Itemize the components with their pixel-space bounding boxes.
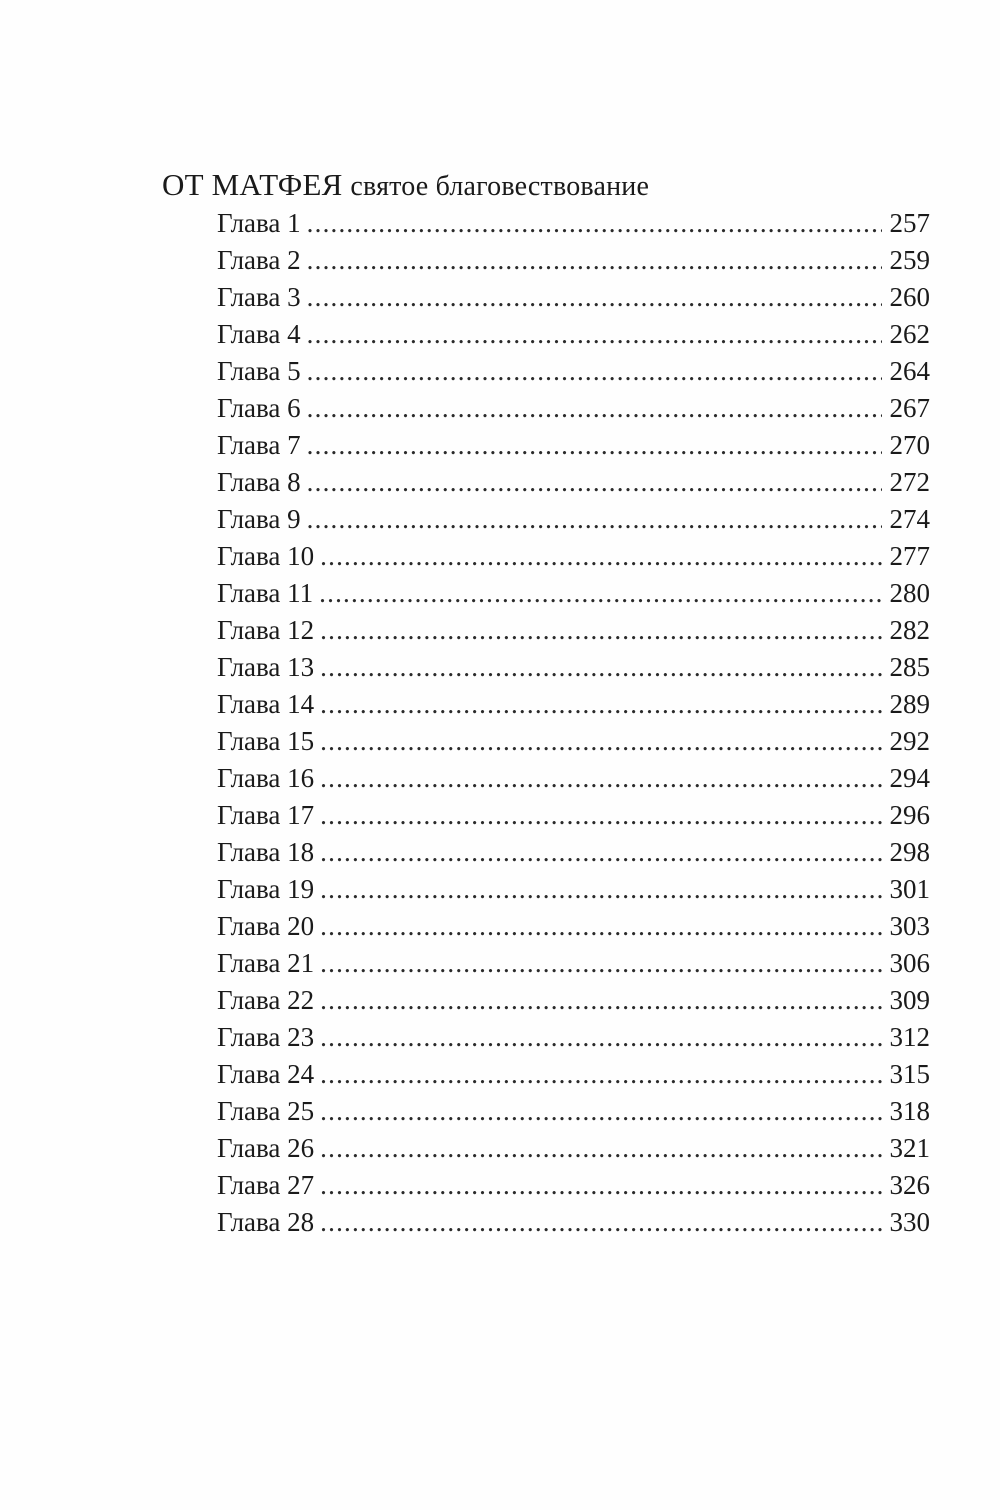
dot-leader xyxy=(320,908,881,945)
dot-leader xyxy=(320,1130,881,1167)
toc-entry-page-number: 272 xyxy=(889,467,930,497)
toc-entry[interactable] xyxy=(217,908,930,945)
toc-entry-label: Глава 23 xyxy=(217,1022,315,1052)
toc-entry-page-number: 282 xyxy=(889,615,930,645)
dot-leader xyxy=(320,1204,881,1241)
toc-entry-page-number: 267 xyxy=(889,393,930,423)
dot-leader xyxy=(320,1093,881,1130)
toc-entry[interactable] xyxy=(217,390,930,427)
toc-entry-label: Глава 16 xyxy=(217,763,315,793)
toc-entry[interactable] xyxy=(217,797,930,834)
toc-entry-page-number: 301 xyxy=(889,874,930,904)
toc-heading-caps: ОТ МАТФЕЯ xyxy=(162,167,343,202)
toc-entry[interactable] xyxy=(217,205,930,242)
dot-leader xyxy=(307,205,882,242)
toc-entry-label: Глава 12 xyxy=(217,615,315,645)
toc-entry[interactable] xyxy=(217,538,930,575)
toc-entry[interactable] xyxy=(217,501,930,538)
toc-entry-label: Глава 19 xyxy=(217,874,315,904)
table-of-contents xyxy=(162,165,932,1241)
toc-entry-page-number: 315 xyxy=(889,1059,930,1089)
toc-entry-page-number: 285 xyxy=(889,652,930,682)
toc-entry-label: Глава 1 xyxy=(217,208,301,238)
toc-entry-label: Глава 25 xyxy=(217,1096,315,1126)
toc-entry[interactable] xyxy=(217,612,930,649)
toc-entry-page-number: 312 xyxy=(889,1022,930,1052)
dot-leader xyxy=(320,723,881,760)
toc-entry-page-number: 292 xyxy=(889,726,930,756)
dot-leader xyxy=(320,1019,881,1056)
toc-entry-page-number: 264 xyxy=(889,356,930,386)
toc-entry-page-number: 270 xyxy=(889,430,930,460)
toc-entry-label: Глава 7 xyxy=(217,430,301,460)
dot-leader xyxy=(307,316,882,353)
toc-entry-label: Глава 27 xyxy=(217,1170,315,1200)
toc-heading xyxy=(162,165,932,205)
toc-entry-label: Глава 26 xyxy=(217,1133,315,1163)
toc-entry[interactable] xyxy=(217,353,930,390)
toc-entry-label: Глава 14 xyxy=(217,689,315,719)
toc-entry[interactable] xyxy=(217,427,930,464)
toc-entry-label: Глава 5 xyxy=(217,356,301,386)
dot-leader xyxy=(320,982,881,1019)
toc-entry-page-number: 309 xyxy=(889,985,930,1015)
dot-leader xyxy=(307,242,882,279)
toc-entry[interactable] xyxy=(217,1130,930,1167)
dot-leader xyxy=(320,649,881,686)
dot-leader xyxy=(307,279,882,316)
toc-entry[interactable] xyxy=(217,464,930,501)
dot-leader xyxy=(307,501,882,538)
toc-entry-label: Глава 28 xyxy=(217,1207,315,1237)
dot-leader xyxy=(320,686,881,723)
toc-entry-page-number: 289 xyxy=(889,689,930,719)
toc-entry[interactable] xyxy=(217,242,930,279)
toc-entry-page-number: 294 xyxy=(889,763,930,793)
toc-entry-page-number: 318 xyxy=(889,1096,930,1126)
toc-entry-label: Глава 17 xyxy=(217,800,315,830)
toc-entry[interactable] xyxy=(217,1093,930,1130)
toc-entry-label: Глава 11 xyxy=(217,578,314,608)
toc-entry[interactable] xyxy=(217,871,930,908)
toc-entry[interactable] xyxy=(217,1204,930,1241)
dot-leader xyxy=(320,612,881,649)
toc-entry-page-number: 259 xyxy=(889,245,930,275)
toc-entry[interactable] xyxy=(217,686,930,723)
toc-entry-page-number: 298 xyxy=(889,837,930,867)
toc-entry-label: Глава 13 xyxy=(217,652,315,682)
toc-entry-label: Глава 24 xyxy=(217,1059,315,1089)
toc-heading-rest: святое благовествование xyxy=(350,171,650,202)
toc-entry-label: Глава 3 xyxy=(217,282,301,312)
dot-leader xyxy=(320,834,881,871)
dot-leader xyxy=(307,427,882,464)
dot-leader xyxy=(307,390,882,427)
toc-entry-label: Глава 4 xyxy=(217,319,301,349)
dot-leader xyxy=(319,575,881,612)
toc-entry-label: Глава 10 xyxy=(217,541,315,571)
toc-entry-label: Глава 6 xyxy=(217,393,301,423)
dot-leader xyxy=(307,353,882,390)
toc-entry-page-number: 330 xyxy=(889,1207,930,1237)
toc-entry-page-number: 257 xyxy=(889,208,930,238)
dot-leader xyxy=(320,945,881,982)
toc-entry-page-number: 280 xyxy=(889,578,930,608)
toc-entry[interactable] xyxy=(217,945,930,982)
toc-entry[interactable] xyxy=(217,723,930,760)
toc-entry-label: Глава 20 xyxy=(217,911,315,941)
toc-entry-label: Глава 2 xyxy=(217,245,301,275)
toc-entry-page-number: 260 xyxy=(889,282,930,312)
toc-entry[interactable] xyxy=(217,760,930,797)
toc-entry-page-number: 262 xyxy=(889,319,930,349)
toc-entry[interactable] xyxy=(217,982,930,1019)
toc-entry[interactable] xyxy=(217,1056,930,1093)
toc-list xyxy=(162,205,932,1241)
dot-leader xyxy=(320,760,881,797)
dot-leader xyxy=(320,797,881,834)
toc-entry-label: Глава 21 xyxy=(217,948,315,978)
dot-leader xyxy=(320,1167,881,1204)
toc-entry-page-number: 306 xyxy=(889,948,930,978)
toc-entry-label: Глава 8 xyxy=(217,467,301,497)
toc-entry-page-number: 296 xyxy=(889,800,930,830)
dot-leader xyxy=(320,871,881,908)
dot-leader xyxy=(320,538,881,575)
toc-entry-page-number: 326 xyxy=(889,1170,930,1200)
toc-entry-label: Глава 9 xyxy=(217,504,301,534)
toc-entry[interactable] xyxy=(217,279,930,316)
toc-entry[interactable] xyxy=(217,1019,930,1056)
dot-leader xyxy=(307,464,882,501)
toc-entry-label: Глава 18 xyxy=(217,837,315,867)
toc-entry-page-number: 321 xyxy=(889,1133,930,1163)
toc-entry[interactable] xyxy=(217,316,930,353)
toc-entry-page-number: 303 xyxy=(889,911,930,941)
toc-entry[interactable] xyxy=(217,834,930,871)
toc-entry-label: Глава 15 xyxy=(217,726,315,756)
toc-entry[interactable] xyxy=(217,575,930,612)
toc-entry-page-number: 277 xyxy=(889,541,930,571)
toc-entry-page-number: 274 xyxy=(889,504,930,534)
toc-entry[interactable] xyxy=(217,649,930,686)
dot-leader xyxy=(320,1056,881,1093)
toc-entry[interactable] xyxy=(217,1167,930,1204)
toc-entry-label: Глава 22 xyxy=(217,985,315,1015)
